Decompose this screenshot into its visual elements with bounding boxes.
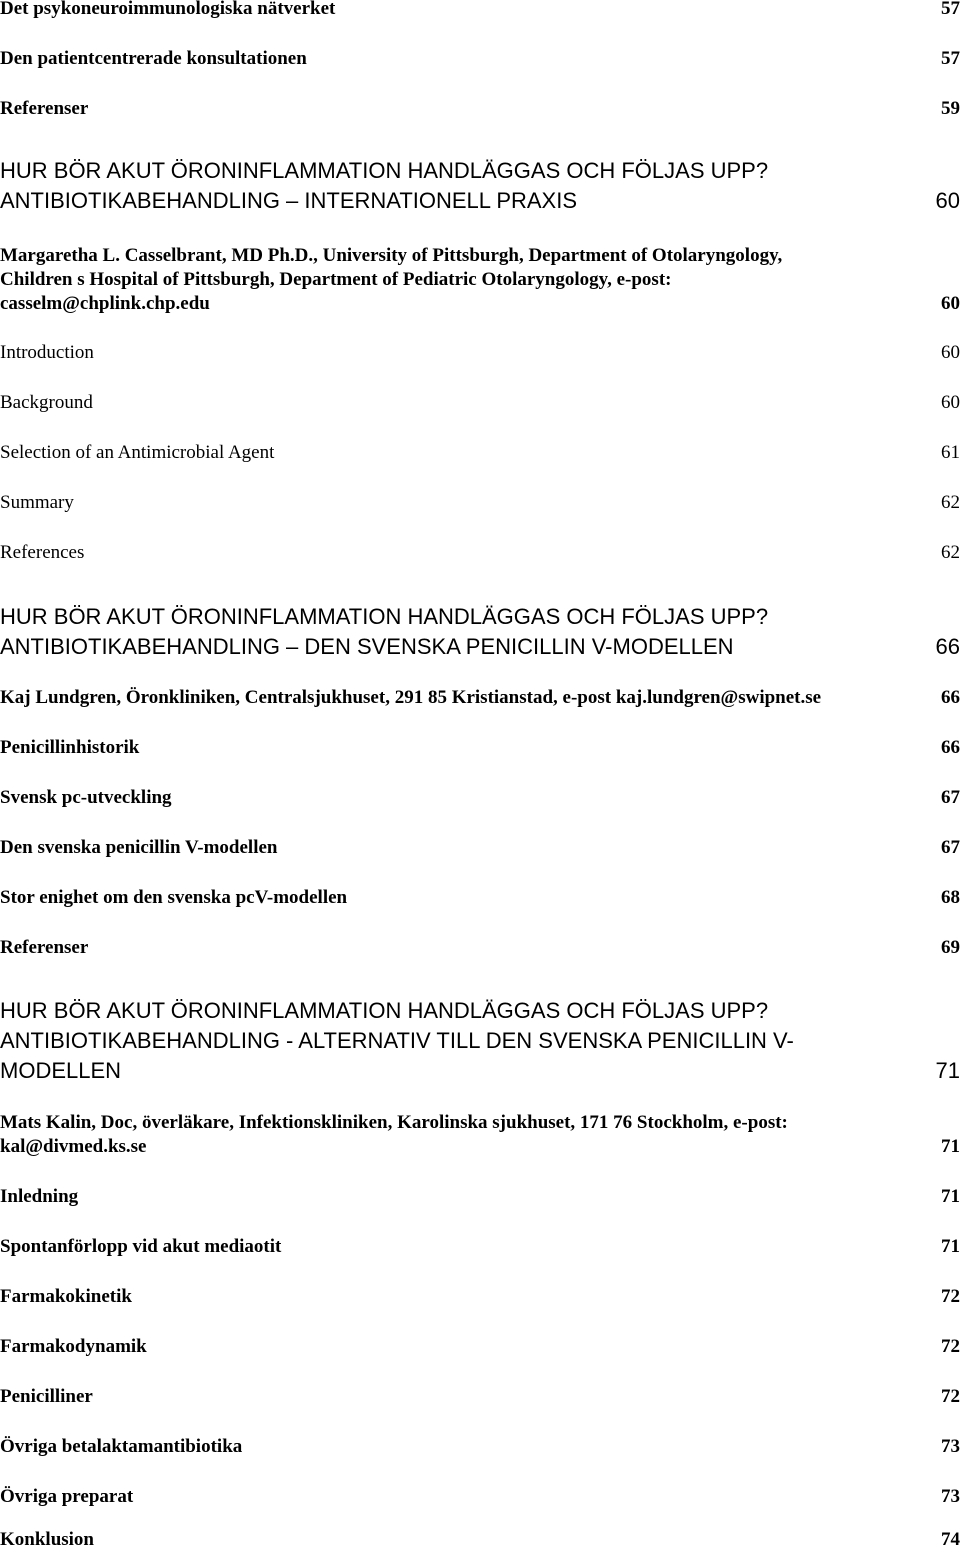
toc-entry-title: Summary: [0, 492, 74, 513]
chapter-heading-page: 71: [935, 1058, 960, 1083]
toc-entry-title: Den svenska penicillin V-modellen: [0, 837, 278, 858]
toc-chapter-heading: [0, 602, 960, 662]
toc-entry-page: 57: [941, 0, 960, 19]
toc-entry-title: Stor enighet om den svenska pcV-modellen: [0, 887, 348, 908]
toc-entry-title: Inledning: [0, 1186, 79, 1207]
toc-entry: [0, 836, 960, 860]
toc-entry-page: 66: [941, 737, 960, 758]
toc-chapter-heading: [0, 156, 960, 216]
toc-entry-title: Penicilliner: [0, 1386, 93, 1407]
toc-entry-title: Penicillinhistorik: [0, 737, 140, 758]
author-line: Children s Hospital of Pittsburgh, Department of Pediatric Otolaryngology, e-post:: [0, 269, 672, 290]
toc-entry-page: 67: [941, 837, 960, 858]
toc-entry-page: 60: [941, 342, 960, 363]
chapter-heading-line: ANTIBIOTIKABEHANDLING - ALTERNATIV TILL DEN SVENSKA PENICILLIN V-: [0, 1028, 794, 1053]
toc-entry: [0, 886, 960, 910]
toc-entry-title: Kaj Lundgren, Öronkliniken, Centralsjukhuset, 291 85 Kristianstad, e-post kaj.lundgren@swipnet.se: [0, 687, 822, 708]
toc-chapter-heading: [0, 996, 960, 1086]
chapter-heading-line: HUR BÖR AKUT ÖRONINFLAMMATION HANDLÄGGAS OCH FÖLJAS UPP?: [0, 604, 769, 629]
toc-entry: [0, 491, 960, 515]
toc-entry-title: Farmakokinetik: [0, 1286, 132, 1307]
toc-entry: [0, 1485, 960, 1509]
author-line: kal@divmed.ks.se: [0, 1136, 147, 1157]
toc-author-entry: [0, 1111, 960, 1159]
toc-entry-page: 71: [941, 1136, 960, 1157]
chapter-heading-line: ANTIBIOTIKABEHANDLING – INTERNATIONELL PRAXIS: [0, 188, 578, 213]
toc-entry-title: Background: [0, 392, 93, 413]
toc-entry-page: 62: [941, 492, 960, 513]
toc-entry: [0, 1185, 960, 1209]
toc-entry-page: 73: [941, 1436, 960, 1457]
toc-entry: [0, 936, 960, 960]
toc-entry: [0, 1385, 960, 1409]
toc-entry: [0, 736, 960, 760]
chapter-heading-page: 60: [935, 188, 960, 213]
toc-entry-page: 72: [941, 1336, 960, 1357]
toc-entry: [0, 1528, 960, 1552]
author-line: Margaretha L. Casselbrant, MD Ph.D., University of Pittsburgh, Department of Otolaryngology,: [0, 245, 783, 266]
toc-entry: [0, 97, 960, 121]
toc-entry-page: 61: [941, 442, 960, 463]
toc-entry-page: 66: [941, 687, 960, 708]
toc-entry-title: Den patientcentrerade konsultationen: [0, 48, 307, 69]
toc-entry-page: 60: [941, 392, 960, 413]
toc-entry-page: 74: [941, 1529, 960, 1550]
toc-entry: [0, 47, 960, 71]
toc-entry-page: 68: [941, 887, 960, 908]
toc-entry-title: Introduction: [0, 342, 94, 363]
chapter-heading-line: ANTIBIOTIKABEHANDLING – DEN SVENSKA PENICILLIN V-MODELLEN: [0, 634, 734, 659]
chapter-heading-line: HUR BÖR AKUT ÖRONINFLAMMATION HANDLÄGGAS OCH FÖLJAS UPP?: [0, 158, 769, 183]
toc-entry-page: 72: [941, 1286, 960, 1307]
author-line: Mats Kalin, Doc, överläkare, Infektionskliniken, Karolinska sjukhuset, 171 76 Stockholm, e-post:: [0, 1112, 788, 1133]
toc-entry: [0, 1335, 960, 1359]
toc-entry: [0, 1235, 960, 1259]
toc-entry-page: 59: [941, 98, 960, 119]
toc-entry-title: Konklusion: [0, 1529, 94, 1550]
toc-entry-title: Svensk pc-utveckling: [0, 787, 172, 808]
toc-entry-page: 72: [941, 1386, 960, 1407]
toc-entry: [0, 1435, 960, 1459]
toc-entry-title: Övriga betalaktamantibiotika: [0, 1436, 243, 1457]
toc-entry-title: Farmakodynamik: [0, 1336, 147, 1357]
chapter-heading-page: 66: [935, 634, 960, 659]
chapter-heading-line: HUR BÖR AKUT ÖRONINFLAMMATION HANDLÄGGAS OCH FÖLJAS UPP?: [0, 998, 769, 1023]
toc-entry-page: 62: [941, 542, 960, 563]
toc-author-entry: [0, 686, 960, 710]
toc-entry-title: Selection of an Antimicrobial Agent: [0, 442, 275, 463]
toc-entry-title: References: [0, 542, 85, 563]
toc-entry: [0, 541, 960, 565]
toc-entry: [0, 0, 960, 21]
author-line: casselm@chplink.chp.edu: [0, 293, 210, 314]
toc-entry: [0, 786, 960, 810]
toc-entry-title: Referenser: [0, 98, 89, 119]
toc-entry-page: 73: [941, 1486, 960, 1507]
toc-entry-title: Det psykoneuroimmunologiska nätverket: [0, 0, 336, 19]
toc-entry-page: 57: [941, 48, 960, 69]
chapter-heading-line: MODELLEN: [0, 1058, 122, 1083]
toc-entry: [0, 1285, 960, 1309]
toc-entry-page: 71: [941, 1186, 960, 1207]
toc-entry: [0, 391, 960, 415]
toc-entry-page: 60: [941, 293, 960, 314]
toc-entry-title: Övriga preparat: [0, 1486, 134, 1507]
toc-entry-page: 67: [941, 787, 960, 808]
toc-entry-page: 71: [941, 1236, 960, 1257]
toc-entry-title: Spontanförlopp vid akut mediaotit: [0, 1236, 282, 1257]
toc-entry: [0, 441, 960, 465]
toc-entry-title: Referenser: [0, 937, 89, 958]
toc-entry: [0, 341, 960, 365]
toc-author-entry: [0, 244, 960, 316]
toc-entry-page: 69: [941, 937, 960, 958]
